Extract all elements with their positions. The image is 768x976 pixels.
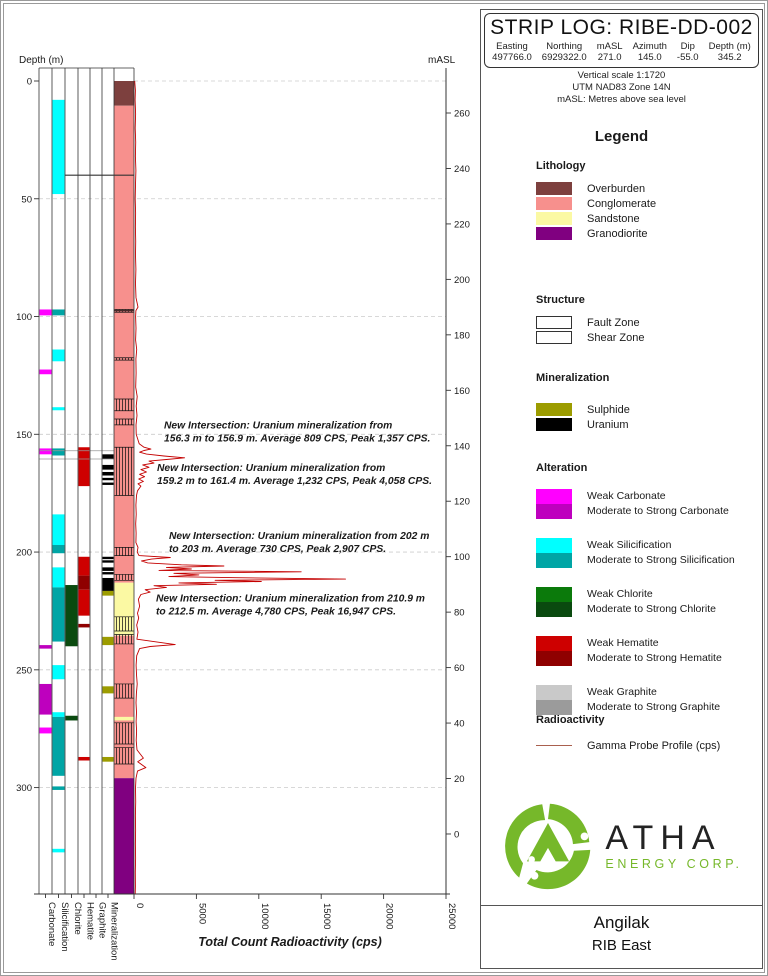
- fault-zone-interval: [115, 634, 134, 643]
- track-name-label: Hematite: [84, 902, 96, 941]
- weak-swatch: [536, 587, 572, 602]
- scale-note: UTM NAD83 Zone 14N: [572, 82, 671, 93]
- lithology-interval-overburden: [114, 81, 134, 106]
- strong-label: Moderate to Strong Hematite: [587, 652, 722, 664]
- silicification-interval: [53, 309, 65, 315]
- annotation-line: New Intersection: Uranium mineralization from: [157, 462, 386, 474]
- legend-swatch: [536, 418, 572, 431]
- annotation-line: New Intersection: Uranium mineralization from: [164, 420, 393, 432]
- meta-label: Depth (m): [708, 41, 751, 52]
- masl-tick-label: 80: [454, 607, 465, 619]
- project-area: RIB East: [591, 937, 652, 954]
- silicification-interval: [53, 350, 65, 362]
- weak-label: Weak Carbonate: [587, 490, 666, 502]
- legend-swatch: [536, 197, 572, 210]
- strong-swatch: [536, 651, 572, 666]
- legend-swatch: [536, 489, 572, 519]
- silicification-interval: [53, 849, 65, 853]
- meta-label: Dip: [680, 41, 695, 52]
- annotation-line: to 203 m. Average 730 CPS, Peak 2,907 CPS.: [169, 544, 387, 556]
- hematite-interval: [79, 624, 90, 628]
- legend-section-title: Alteration: [536, 462, 588, 474]
- silicification-interval: [53, 587, 65, 641]
- chlorite-interval: [66, 585, 78, 646]
- legend-entry-label: Sandstone: [587, 212, 640, 225]
- legend-entry: [536, 417, 758, 432]
- fault-zone-interval: [115, 399, 134, 411]
- scale-note: Vertical scale 1:1720: [577, 70, 666, 81]
- fault-zone-interval: [115, 723, 134, 744]
- weak-label: Weak Silicification: [587, 539, 672, 551]
- mineralization-interval: [103, 557, 114, 559]
- masl-tick-label: 220: [454, 219, 470, 231]
- meta-value: -55.0: [676, 52, 699, 63]
- atha-logo-icon: [500, 798, 596, 894]
- intersection-annotation: [156, 594, 425, 618]
- weak-swatch: [536, 685, 572, 700]
- mineralization-interval: [103, 572, 114, 574]
- fault-zone-interval: [115, 617, 134, 631]
- legend-entry: [536, 226, 758, 241]
- title-box: [484, 13, 759, 68]
- track-name-label: Carbonate: [46, 902, 57, 947]
- masl-tick-label: 60: [454, 663, 465, 675]
- carbonate-interval: [40, 684, 52, 715]
- strong-swatch: [536, 504, 572, 519]
- carbonate-interval: [40, 370, 52, 375]
- masl-tick-label: 20: [454, 774, 465, 786]
- legend-swatch: [536, 331, 572, 344]
- cps-tick-label: 0: [134, 903, 145, 909]
- masl-tick-label: 40: [454, 718, 465, 730]
- legend-entry-label: Uranium: [587, 418, 629, 431]
- annotation-line: New Intersection: Uranium mineralization from 210.9 m: [156, 593, 425, 605]
- hematite-interval: [79, 757, 90, 761]
- legend-title: Legend: [594, 128, 649, 145]
- legend-section-title: Mineralization: [536, 372, 610, 384]
- weak-label: Weak Chlorite: [587, 588, 653, 600]
- legend-swatch: [536, 212, 572, 225]
- legend-entry-labels: [587, 538, 735, 568]
- mineralization-interval: [103, 454, 114, 459]
- lithology-interval-conglomerate: [114, 106, 134, 583]
- legend-entry-label: Granodiorite: [587, 227, 648, 240]
- intersection-annotation: [164, 420, 430, 444]
- company-logo: [481, 798, 762, 894]
- silicification-interval: [53, 786, 65, 790]
- masl-tick-label: 0: [454, 829, 460, 841]
- logo-name: ATHA: [605, 819, 722, 857]
- annotation-line: 156.3 m to 156.9 m. Average 809 CPS, Peak 1,357 CPS.: [164, 433, 431, 445]
- legend-entry: [536, 211, 758, 226]
- masl-tick-label: 100: [454, 552, 470, 564]
- fault-zone-interval: [115, 547, 134, 555]
- legend-swatch: [536, 316, 572, 329]
- legend-entry: [536, 402, 758, 417]
- silicification-interval: [53, 514, 65, 545]
- x-axis-title: Total Count Radioactivity (cps): [198, 935, 382, 949]
- legend-entry: [536, 738, 758, 753]
- track-name-label: Silicification: [59, 902, 70, 952]
- lithology-interval-sandstone: [114, 717, 134, 721]
- weak-swatch: [536, 489, 572, 504]
- hematite-interval: [79, 447, 90, 486]
- legend-entry: [536, 196, 758, 211]
- legend-section-lithology: [536, 160, 758, 241]
- strong-label: Moderate to Strong Graphite: [587, 701, 721, 713]
- meta-field: [492, 41, 532, 63]
- logo-subtitle: ENERGY CORP.: [605, 857, 743, 871]
- mineralization-interval: [103, 560, 114, 562]
- mineralization-interval: [103, 472, 114, 476]
- legend-entry: [536, 538, 758, 568]
- silicification-interval: [53, 665, 65, 679]
- legend-swatch: [536, 587, 572, 617]
- masl-tick-label: 140: [454, 441, 470, 453]
- strong-swatch: [536, 700, 572, 715]
- legend-entry-label: Sulphide: [587, 403, 630, 416]
- legend-section-mineralization: [536, 372, 758, 432]
- silicification-interval: [53, 567, 65, 587]
- legend-swatch: [536, 538, 572, 568]
- fault-zone-interval: [115, 574, 134, 580]
- legend-section-title: Radioactivity: [536, 714, 605, 726]
- hematite-interval: [79, 590, 90, 616]
- mineralization-interval: [103, 686, 114, 693]
- legend-entry-labels: [587, 636, 722, 666]
- weak-label: Weak Graphite: [587, 686, 657, 698]
- fault-zone-interval: [115, 419, 134, 425]
- lithology-interval-conglomerate: [114, 636, 134, 717]
- lithology-interval-granodiorite: [114, 778, 134, 894]
- cps-tick-label: 15000: [321, 903, 333, 930]
- mineralization-interval: [103, 483, 114, 485]
- legend-entry-label: Shear Zone: [587, 331, 645, 344]
- legend-entry-label: Fault Zone: [587, 316, 640, 329]
- masl-tick-label: 240: [454, 163, 470, 175]
- silicification-interval: [53, 407, 65, 410]
- weak-swatch: [536, 538, 572, 553]
- legend-section-title: Structure: [536, 294, 585, 306]
- meta-value: 145.0: [637, 52, 662, 63]
- annotation-line: to 212.5 m. Average 4,780 CPS, Peak 16,947 CPS.: [156, 606, 397, 618]
- strip-log-plot: [1, 1, 479, 976]
- intersection-annotation: [157, 463, 432, 487]
- masl-tick-label: 160: [454, 385, 470, 397]
- strong-label: Moderate to Strong Silicification: [587, 554, 735, 566]
- depth-tick-label: 300: [16, 783, 32, 795]
- legend-entry-labels: [587, 685, 720, 715]
- legend-swatch: [536, 227, 572, 240]
- meta-field: [597, 41, 623, 63]
- project-name: Angilak: [593, 913, 650, 932]
- meta-field: [633, 41, 667, 63]
- depth-tick-label: 250: [16, 665, 32, 677]
- masl-tick-label: 260: [454, 108, 470, 120]
- meta-label: Easting: [496, 41, 528, 52]
- project-box: [480, 905, 763, 969]
- legend-entry-label: Overburden: [587, 182, 646, 195]
- track-name-label: Graphite: [96, 902, 108, 939]
- legend-swatch: [536, 685, 572, 715]
- legend-entry-label: Gamma Probe Profile (cps): [587, 739, 721, 752]
- meta-value: 345.2: [717, 52, 742, 63]
- info-panel: [480, 9, 763, 969]
- hematite-interval: [79, 576, 90, 590]
- cps-tick-label: 5000: [196, 903, 208, 925]
- meta-value: 271.0: [597, 52, 622, 63]
- legend-section-structure: [536, 294, 758, 345]
- strong-swatch: [536, 602, 572, 617]
- mineralization-interval: [103, 465, 114, 470]
- depth-tick-label: 200: [16, 547, 32, 559]
- meta-label: Northing: [546, 41, 583, 52]
- meta-field: [709, 41, 751, 63]
- fault-zone-interval: [115, 748, 134, 764]
- silicification-interval: [53, 712, 65, 717]
- depth-axis-title: Depth (m): [19, 55, 64, 66]
- legend-swatch: [536, 403, 572, 416]
- carbonate-interval: [40, 448, 52, 454]
- depth-tick-label: 150: [16, 429, 32, 441]
- legend-entry-label: Conglomerate: [587, 197, 657, 210]
- legend-section-radioactivity: [536, 714, 758, 753]
- scale-notes: [481, 70, 762, 106]
- masl-axis-title: mASL: [428, 55, 456, 66]
- legend-section-alteration: [536, 462, 758, 734]
- annotation-line: 159.2 m to 161.4 m. Average 1,232 CPS, Peak 4,058 CPS.: [157, 475, 432, 487]
- cps-tick-label: 25000: [446, 903, 457, 930]
- mineralization-interval: [103, 567, 114, 571]
- drillhole-meta: [487, 41, 756, 63]
- logo-text: [605, 821, 742, 871]
- chlorite-interval: [66, 716, 78, 721]
- cps-tick-label: 20000: [383, 903, 395, 930]
- legend-swatch: [536, 636, 572, 666]
- mineralization-interval: [103, 591, 114, 596]
- gamma-profile-curve: [135, 81, 346, 894]
- legend-entry: [536, 685, 758, 715]
- carbonate-interval: [40, 645, 52, 649]
- mineralization-interval: [103, 578, 114, 591]
- legend-entry: [536, 181, 758, 196]
- masl-tick-label: 180: [454, 330, 470, 342]
- scale-note: mASL: Metres above sea level: [557, 94, 686, 105]
- legend-swatch: [536, 182, 572, 195]
- track-name-label: Chlorite: [72, 902, 83, 935]
- legend-entry: [536, 587, 758, 617]
- silicification-interval: [53, 448, 65, 455]
- legend-section-title: Lithology: [536, 160, 586, 172]
- intersection-annotation: [169, 531, 429, 555]
- masl-tick-label: 120: [454, 496, 470, 508]
- cps-tick-label: 10000: [258, 903, 270, 930]
- carbonate-interval: [40, 728, 52, 734]
- meta-value: 497766.0: [492, 52, 532, 63]
- legend-entry: [536, 636, 758, 666]
- weak-label: Weak Hematite: [587, 637, 659, 649]
- strong-label: Moderate to Strong Carbonate: [587, 505, 729, 517]
- strong-label: Moderate to Strong Chlorite: [587, 603, 716, 615]
- gamma-line-sample: [536, 745, 572, 746]
- fault-zone-interval: [115, 447, 134, 495]
- strong-swatch: [536, 553, 572, 568]
- fault-zone-interval: [115, 684, 134, 698]
- meta-label: mASL: [596, 41, 623, 52]
- legend-entry-labels: [587, 587, 716, 617]
- depth-tick-label: 50: [21, 194, 32, 206]
- silicification-interval: [53, 100, 65, 194]
- track-name-label: Mineralization: [108, 902, 120, 961]
- silicification-interval: [53, 545, 65, 553]
- mineralization-interval: [103, 478, 114, 480]
- depth-tick-label: 0: [26, 76, 32, 88]
- page-title: STRIP LOG: RIBE-DD-002: [490, 16, 753, 39]
- hematite-interval: [79, 557, 90, 576]
- meta-value: 6929322.0: [541, 52, 587, 63]
- annotation-line: New Intersection: Uranium mineralization from 202 m: [169, 531, 430, 543]
- masl-tick-label: 200: [454, 274, 470, 286]
- fault-zone-interval: [115, 358, 134, 360]
- mineralization-interval: [103, 757, 114, 762]
- silicification-interval: [53, 717, 65, 776]
- mineralization-interval: [103, 637, 114, 645]
- meta-label: Azimuth: [632, 41, 667, 52]
- meta-field: [542, 41, 587, 63]
- depth-tick-label: 100: [16, 312, 32, 324]
- legend-entry-labels: [587, 489, 729, 519]
- legend-entry: [536, 330, 758, 345]
- weak-swatch: [536, 636, 572, 651]
- carbonate-interval: [40, 309, 52, 315]
- legend-entry: [536, 489, 758, 519]
- legend-entry: [536, 315, 758, 330]
- meta-field: [677, 41, 699, 63]
